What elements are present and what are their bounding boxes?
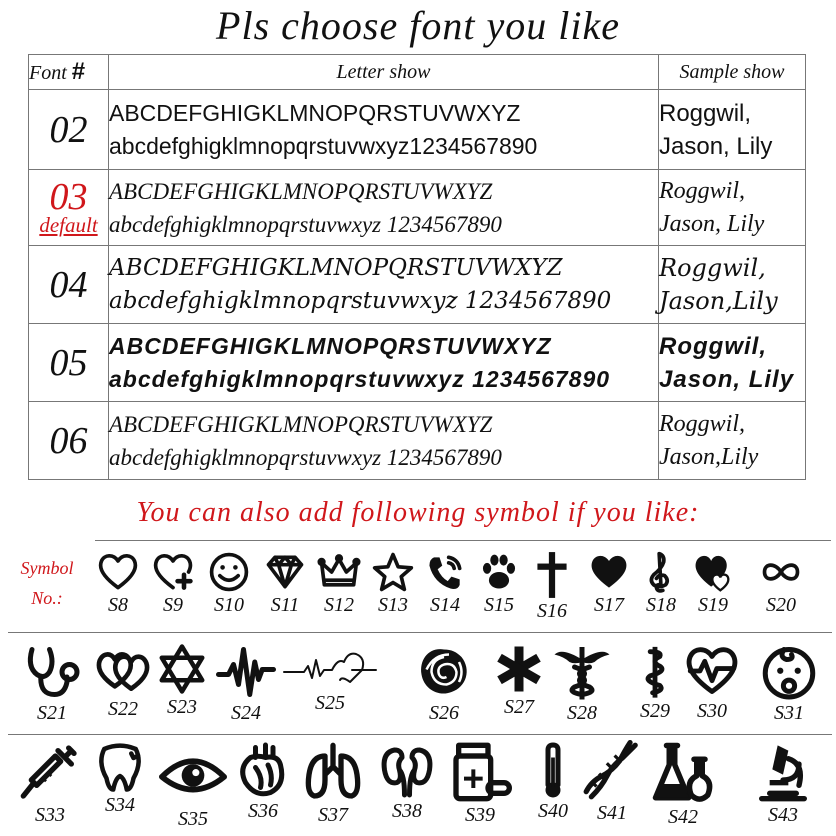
symbol-s40[interactable] [523,740,583,822]
heart-outline-icon [88,550,148,594]
star-of-life-icon [489,642,549,696]
phone-icon [415,550,475,594]
symbol-code: S17 [594,594,624,616]
symbol-s37[interactable] [301,740,365,826]
symbol-subtitle: You can also add following symbol if you like: [136,497,700,528]
flasks-icon [650,740,716,806]
symbol-s31[interactable] [759,642,819,724]
symbol-code: S19 [698,594,728,616]
divider [8,734,832,735]
heartbeat-line-icon [216,642,276,702]
letter-show [109,170,659,246]
sample-line-1: Roggwil, [659,410,746,437]
symbol-code: S29 [640,700,670,722]
symbol-s26[interactable] [414,642,474,724]
divider [95,540,831,541]
letter-upper: ABCDEFGHIGKLMNOPQRSTUVWXYZ [109,332,552,359]
symbol-s30[interactable] [682,642,742,722]
sample-line-1: Roggwil, [659,332,767,360]
baby-face-icon [759,642,819,702]
paw-icon [469,550,529,594]
table-header-row [29,55,806,90]
symbol-code: S20 [766,594,796,616]
symbol-code: S28 [567,702,597,724]
symbol-code: S33 [35,804,65,826]
font-number: 06 [29,402,109,480]
symbol-s21[interactable] [22,642,82,724]
symbol-code: S21 [37,702,67,724]
symbol-s34[interactable] [90,740,150,816]
symbol-s36[interactable] [233,740,293,822]
symbol-code: S37 [318,804,348,826]
letter-lower: abcdefghigklmnopqrstuvwxyz 1234567890 [109,287,612,314]
letter-lower: abcdefghigklmnopqrstuvwxyz 1234567890 [109,365,611,392]
heart-plus-icon [143,550,203,594]
sample-line-1: Roggwil, [659,253,766,282]
symbol-s41[interactable] [581,740,643,824]
symbol-s8[interactable] [88,550,148,616]
default-label: default [39,212,98,237]
symbol-code: S43 [768,804,798,826]
symbol-code: S12 [324,594,354,616]
page-title: Pls choose font you like [216,3,620,48]
font-row-03[interactable] [29,170,806,246]
medicine-bottle-icon [448,740,512,804]
symbol-s29[interactable] [625,642,685,722]
symbol-code: S13 [378,594,408,616]
font-number: 03 default [29,170,109,246]
symbol-s17[interactable] [579,550,639,616]
tooth-icon [90,740,150,794]
symbol-code: S26 [429,702,459,724]
microscope-icon [751,740,815,804]
letter-lower: abcdefghigklmnopqrstuvwxyz 1234567890 [109,444,502,470]
sample-line-2: Jason, Lily [659,365,795,393]
sample-line-2: Jason,Lily [659,286,778,315]
symbol-code: S25 [315,692,345,714]
sample-show [659,170,806,246]
symbol-s35[interactable] [159,740,227,830]
symbol-s11[interactable] [255,550,315,616]
crown-icon [309,550,369,594]
symbol-code: S42 [668,806,698,828]
kidneys-icon [377,740,437,800]
symbol-code: S24 [231,702,261,724]
letter-lower: abcdefghigklmnopqrstuvwxyz 1234567890 [109,211,502,237]
sample-show [659,90,806,170]
lungs-icon [301,740,365,804]
rose-icon [414,642,474,702]
header-letter-show: Letter show [109,55,659,90]
header-font: Font # [29,55,109,90]
symbol-s28[interactable] [552,642,612,724]
letter-lower: abcdefghigklmnopqrstuvwxyz1234567890 [109,132,538,159]
sample-line-1: Roggwil, [659,177,746,204]
symbol-s14[interactable] [415,550,475,616]
divider [8,632,832,633]
symbol-s9[interactable] [143,550,203,616]
symbol-code: S31 [774,702,804,724]
infinity-icon [751,550,811,594]
symbol-code: S18 [646,594,676,616]
symbol-s27[interactable] [489,642,549,718]
letter-upper: ABCDEFGHIGKLMNOPQRSTUVWXYZ [109,99,521,126]
stethoscope-icon [22,642,82,702]
sample-line-1: Roggwil, [659,99,752,127]
font-row-04[interactable] [29,246,806,324]
sample-show [659,246,806,324]
treble-clef-icon [631,550,691,594]
sample-show [659,402,806,480]
symbol-code: S10 [214,594,244,616]
heartbeat-heart-icon [282,642,378,692]
symbol-s13[interactable] [363,550,423,616]
symbol-s16[interactable] [522,550,582,622]
sample-line-2: Jason, Lily [659,210,765,237]
sample-line-2: Jason,Lily [659,443,759,470]
cross-icon [522,550,582,600]
symbol-code: S40 [538,800,568,822]
two-hearts-icon [93,642,153,698]
sample-show [659,324,806,402]
anatomical-heart-icon [233,740,293,800]
symbol-s20[interactable] [751,550,811,616]
symbol-code: S38 [392,800,422,822]
font-number: 04 [29,246,109,324]
symbol-code: S23 [167,696,197,718]
sample-line-2: Jason, Lily [659,132,773,160]
font-number: 05 [29,324,109,402]
symbol-code: S39 [465,804,495,826]
symbol-s10[interactable] [199,550,259,616]
symbol-s15[interactable] [469,550,529,616]
symbol-s38[interactable] [377,740,437,822]
font-row-05[interactable] [29,324,806,402]
symbol-code: S41 [597,802,627,824]
symbol-code: S15 [484,594,514,616]
symbol-s18[interactable] [631,550,691,616]
letter-show [109,324,659,402]
eye-icon [159,740,227,808]
dna-icon [581,740,643,802]
header-sample-show: Sample show [659,55,806,90]
symbol-code: S8 [108,594,128,616]
symbol-code: S34 [105,794,135,816]
symbol-code: S36 [248,800,278,822]
letter-show [109,90,659,170]
font-row-02[interactable] [29,90,806,170]
double-heart-icon [683,550,743,594]
font-table [28,54,806,480]
rod-of-asclepius-icon [625,642,685,700]
symbol-number-label: Symbol No.: [20,558,74,608]
symbol-s33[interactable] [18,740,82,826]
caduceus-icon [552,642,612,702]
thermometer-icon [523,740,583,800]
symbol-s19[interactable] [683,550,743,616]
heart-solid-icon [579,550,639,594]
symbol-code: S16 [537,600,567,622]
symbol-code: S11 [270,594,300,616]
symbol-s39[interactable] [448,740,512,826]
symbol-s25[interactable] [282,642,378,714]
letter-show [109,246,659,324]
letter-upper: ABCDEFGHIGKLMNOPQRSTUVWXYZ [109,254,563,281]
star-of-david-icon [152,642,212,696]
symbol-code: S27 [504,696,534,718]
diamond-icon [255,550,315,594]
symbol-code: S9 [163,594,183,616]
symbol-code: S30 [697,700,727,722]
letter-upper: ABCDEFGHIGKLMNOPQRSTUVWXYZ [109,178,493,204]
smiley-icon [199,550,259,594]
symbol-code: S22 [108,698,138,720]
heart-pulse-icon [682,642,742,700]
symbol-code: S35 [178,808,208,830]
symbol-s12[interactable] [309,550,369,616]
font-row-06[interactable] [29,402,806,480]
symbol-s43[interactable] [751,740,815,826]
syringe-icon [18,740,82,804]
symbol-s22[interactable] [93,642,153,720]
letter-show [109,402,659,480]
symbol-s24[interactable] [216,642,276,724]
letter-upper: ABCDEFGHIGKLMNOPQRSTUVWXYZ [109,411,493,437]
symbol-code: S14 [430,594,460,616]
symbol-s42[interactable] [650,740,716,828]
font-number: 02 [29,90,109,170]
symbol-s23[interactable] [152,642,212,718]
star-icon [363,550,423,594]
